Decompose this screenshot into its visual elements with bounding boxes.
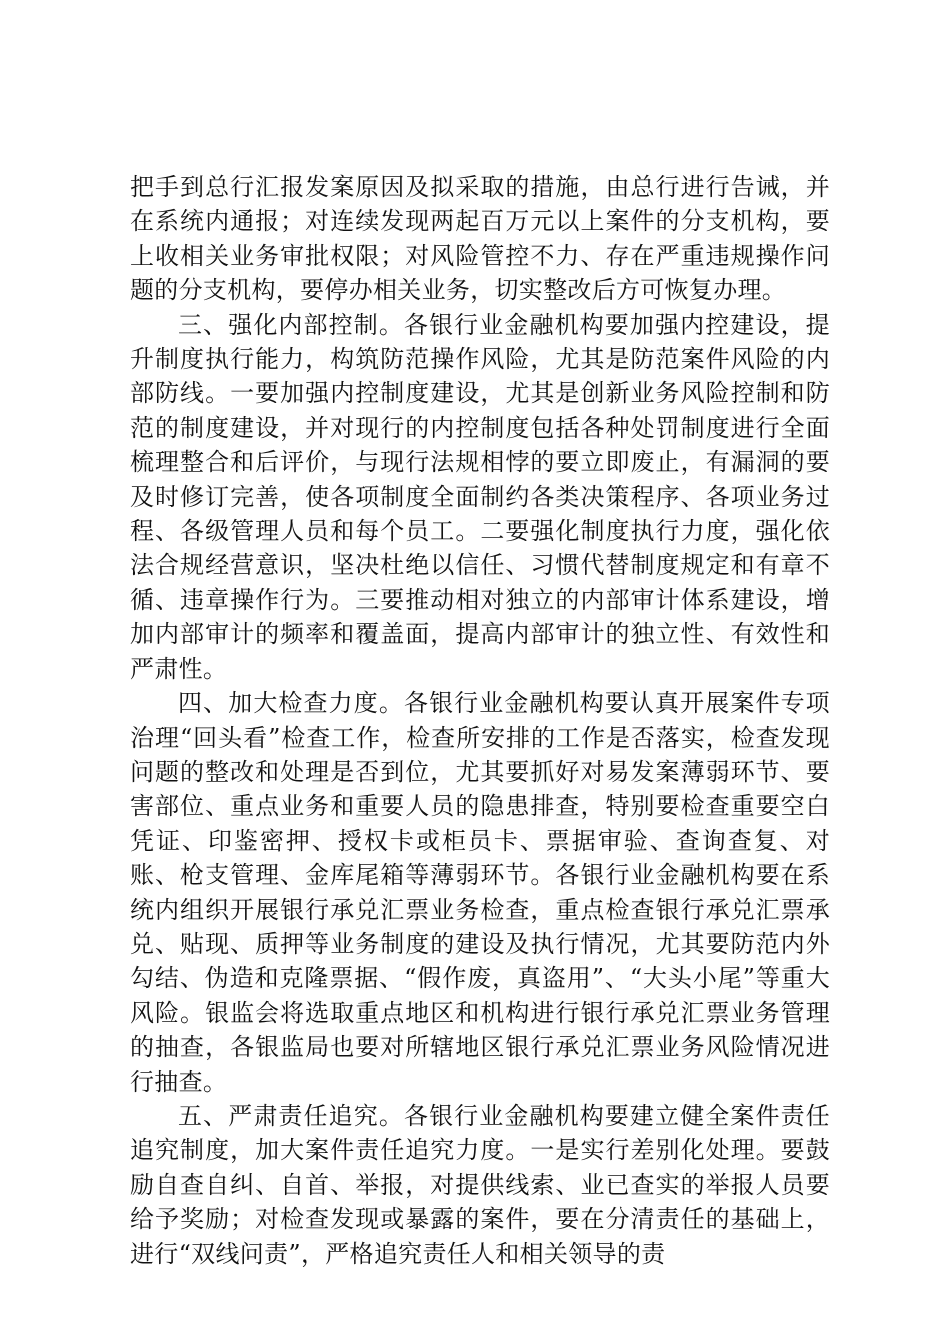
paragraph-continuation: 把手到总行汇报发案原因及拟采取的措施，由总行进行告诫，并在系统内通报；对连续发现两起百万元以上案件的分支机构，要上收相关业务审批权限；对风险管控不力、存在严重违规操作问题的分支机构，要停办相关业务，切实整改后方可恢复办理。 — [130, 173, 830, 305]
document-body — [130, 170, 830, 1271]
paragraph-internal-control: 三、强化内部控制。各银行业金融机构要加强内控建设，提升制度执行能力，构筑防范操作风险，尤其是防范案件风险的内部防线。一要加强内控制度建设，尤其是创新业务风险控制和防范的制度建设，并对现行的内控制度包括各种处罚制度进行全面梳理整合和后评价，与现行法规相悖的要立即废止，有漏洞的要及时修订完善，使各项制度全面制约各类决策程序、各项业务过程、各级管理人员和每个员工。二要强化制度执行力度，强化依法合规经营意识，坚决杜绝以信任、习惯代替制度规定和有章不循、违章操作行为。三要推动相对独立的内部审计体系建设，增加内部审计的频率和覆盖面，提高内部审计的独立性、有效性和严肃性。 — [130, 310, 830, 683]
paragraph-accountability: 五、严肃责任追究。各银行业金融机构要建立健全案件责任追究制度，加大案件责任追究力度。一是实行差别化处理。要鼓励自查自纠、自首、举报，对提供线索、业已查实的举报人员要给予奖励；对检查发现或暴露的案件，要在分清责任的基础上，进行“双线问责”，严格追究责任人和相关领导的责 — [130, 1101, 830, 1268]
paragraph-inspection: 四、加大检查力度。各银行业金融机构要认真开展案件专项治理“回头看”检查工作，检查所安排的工作是否落实，检查发现问题的整改和处理是否到位，尤其要抓好对易发案薄弱环节、要害部位、重点业务和重要人员的隐患排查，特别要检查重要空白凭证、印鉴密押、授权卡或柜员卡、票据审验、查询查复、对账、枪支管理、金库尾箱等薄弱环节。各银行业金融机构要在系统内组织开展银行承兑汇票业务检查，重点检查银行承兑汇票承兑、贴现、质押等业务制度的建设及执行情况，尤其要防范内外勾结、伪造和克隆票据、“假作废，真盗用”、“大头小尾”等重大风险。银监会将选取重点地区和机构进行银行承兑汇票业务管理的抽查，各银监局也要对所辖地区银行承兑汇票业务风险情况进行抽查。 — [130, 689, 830, 1096]
